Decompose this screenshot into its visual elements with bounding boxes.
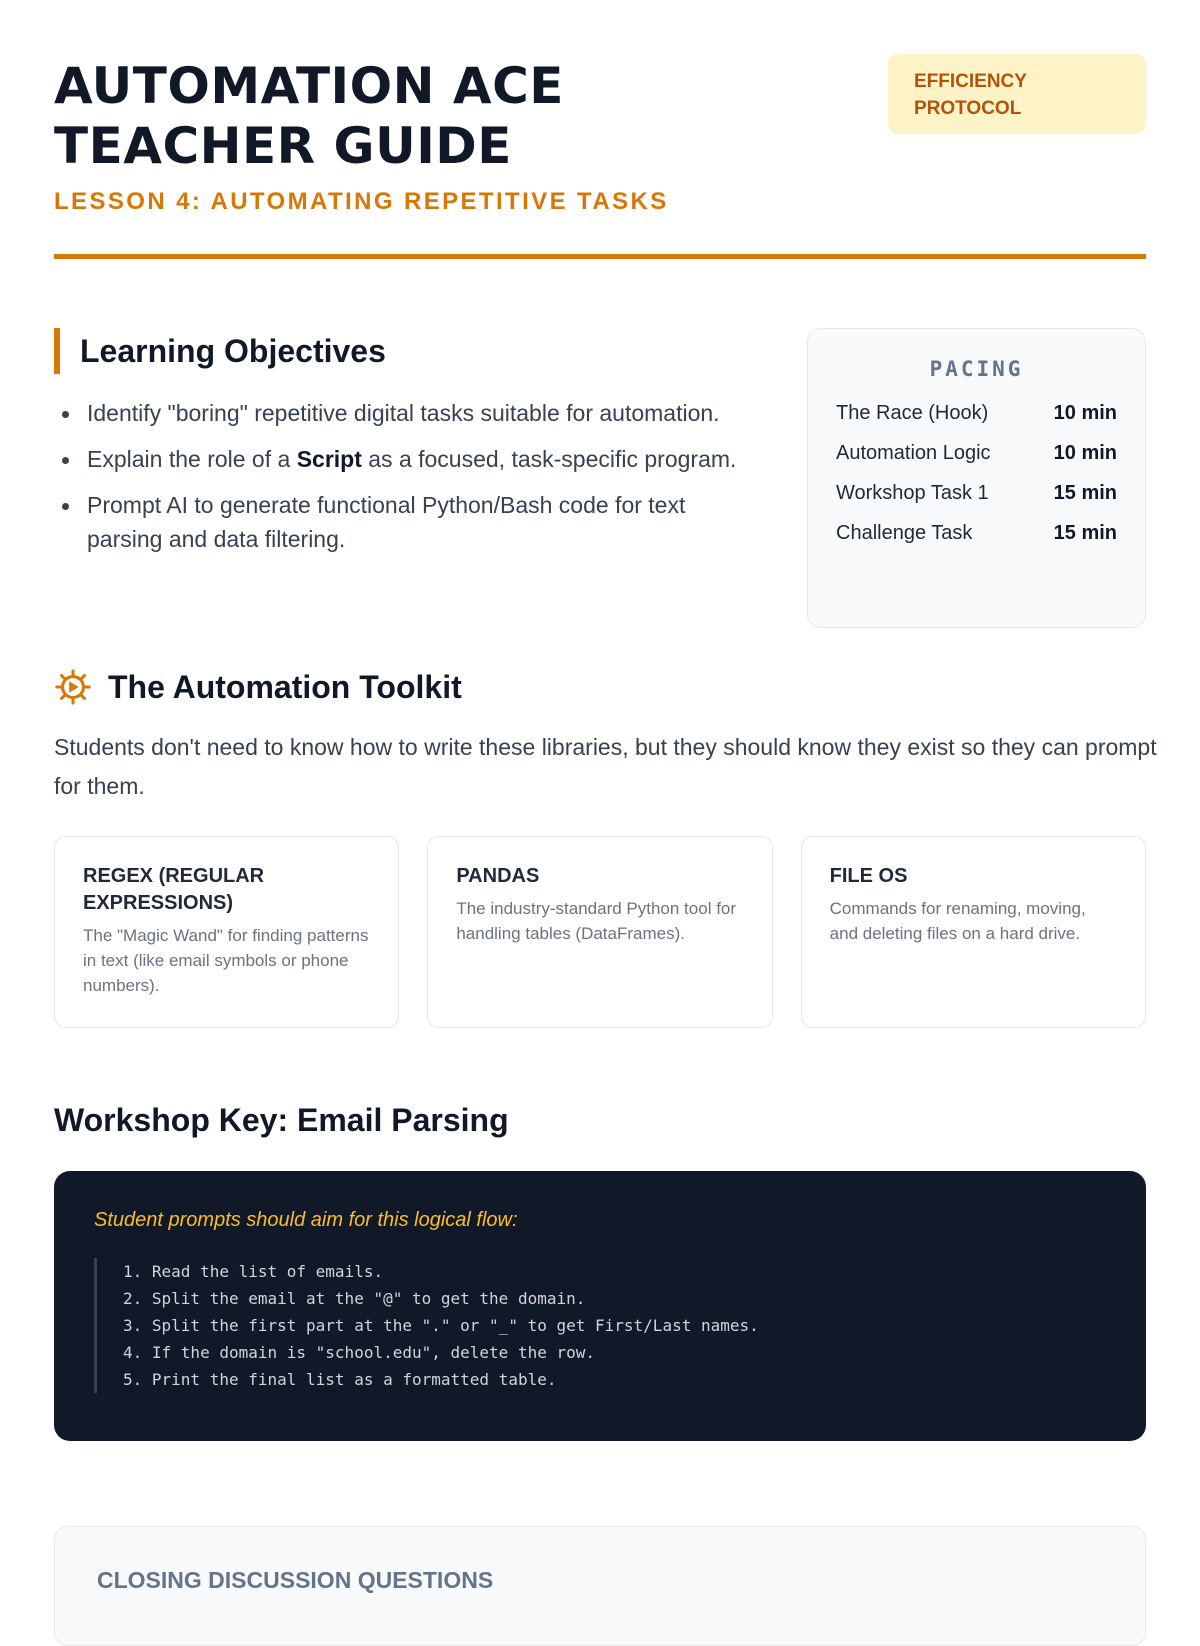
workshop-step: 2. Split the email at the "@" to get the domain. bbox=[123, 1289, 586, 1308]
objective-item bbox=[54, 396, 754, 430]
toolkit-card-pandas bbox=[427, 836, 772, 1028]
toolkit-cards bbox=[54, 836, 1146, 1028]
objective-item bbox=[54, 442, 754, 476]
workshop-key bbox=[54, 1102, 1146, 1441]
card-text: The "Magic Wand" for finding patterns in text (like email symbols or phone numbers). bbox=[83, 926, 369, 995]
objectives-and-pacing bbox=[54, 328, 1146, 666]
workshop-step: 4. If the domain is "school.edu", delete the row. bbox=[123, 1343, 596, 1362]
automation-toolkit bbox=[54, 668, 1157, 1028]
pacing-panel bbox=[807, 328, 1146, 628]
pacing-activity: The Race (Hook) bbox=[836, 402, 989, 424]
card-title: PANDAS bbox=[456, 865, 540, 887]
objective-text-after: as a focused, task-specific program. bbox=[361, 446, 737, 472]
toolkit-card-regex bbox=[54, 836, 399, 1028]
workshop-step: 3. Split the first part at the "." or "_" to get First/Last names. bbox=[123, 1316, 759, 1335]
closing-heading: CLOSING DISCUSSION QUESTIONS bbox=[97, 1567, 494, 1593]
workshop-step: 1. Read the list of emails. bbox=[123, 1262, 384, 1281]
card-title: REGEX (REGULAR EXPRESSIONS) bbox=[83, 865, 265, 914]
pacing-row bbox=[836, 393, 1117, 433]
objectives-heading: Learning Objectives bbox=[54, 328, 754, 374]
pacing-row bbox=[836, 433, 1117, 473]
learning-objectives bbox=[54, 328, 754, 568]
pacing-duration: 10 min bbox=[1053, 442, 1117, 464]
objective-item bbox=[54, 488, 754, 556]
efficiency-badge: EFFICIENCY PROTOCOL bbox=[888, 54, 1146, 134]
pacing-activity: Automation Logic bbox=[836, 442, 991, 464]
workshop-step: 5. Print the final list as a formatted table. bbox=[123, 1370, 557, 1389]
lesson-subtitle: LESSON 4: AUTOMATING REPETITIVE TASKS bbox=[54, 188, 669, 215]
pacing-rows bbox=[836, 393, 1117, 553]
pacing-row bbox=[836, 513, 1117, 553]
toolkit-intro: Students don't need to know how to write these libraries, but they should know they exist so they can prompt for them. bbox=[54, 734, 1157, 799]
pacing-title: PACING bbox=[929, 357, 1024, 381]
card-title: FILE OS bbox=[829, 865, 908, 887]
workshop-code-block bbox=[54, 1171, 1146, 1441]
objectives-list bbox=[54, 396, 754, 556]
gear-icon bbox=[54, 668, 92, 706]
card-text: The industry-standard Python tool for handling tables (DataFrames). bbox=[456, 899, 737, 943]
objective-text-before: Explain the role of a bbox=[87, 446, 297, 472]
toolkit-heading: The Automation Toolkit bbox=[108, 668, 462, 705]
objective-keyword: Script bbox=[296, 446, 362, 472]
page-title: AUTOMATION ACE TEACHER GUIDE bbox=[54, 57, 564, 175]
card-text: Commands for renaming, moving, and deleting files on a hard drive. bbox=[829, 899, 1086, 943]
header-divider bbox=[54, 254, 1146, 259]
objective-text: Identify "boring" repetitive digital tasks suitable for automation. bbox=[87, 400, 720, 426]
pacing-row bbox=[836, 473, 1117, 513]
closing-discussion-panel bbox=[54, 1526, 1146, 1646]
pacing-duration: 15 min bbox=[1053, 522, 1117, 544]
pacing-duration: 15 min bbox=[1053, 482, 1117, 504]
workshop-steps bbox=[94, 1258, 1106, 1393]
code-intro: Student prompts should aim for this logical flow: bbox=[94, 1209, 518, 1231]
page-header bbox=[54, 0, 1146, 258]
objective-text: Prompt AI to generate functional Python/Bash code for text parsing and data filtering. bbox=[87, 492, 686, 552]
workshop-heading: Workshop Key: Email Parsing bbox=[54, 1102, 509, 1138]
pacing-activity: Workshop Task 1 bbox=[836, 482, 989, 504]
pacing-activity: Challenge Task bbox=[836, 522, 973, 544]
toolkit-card-file-os bbox=[801, 836, 1146, 1028]
pacing-duration: 10 min bbox=[1053, 402, 1117, 424]
toolkit-header bbox=[54, 668, 1146, 706]
